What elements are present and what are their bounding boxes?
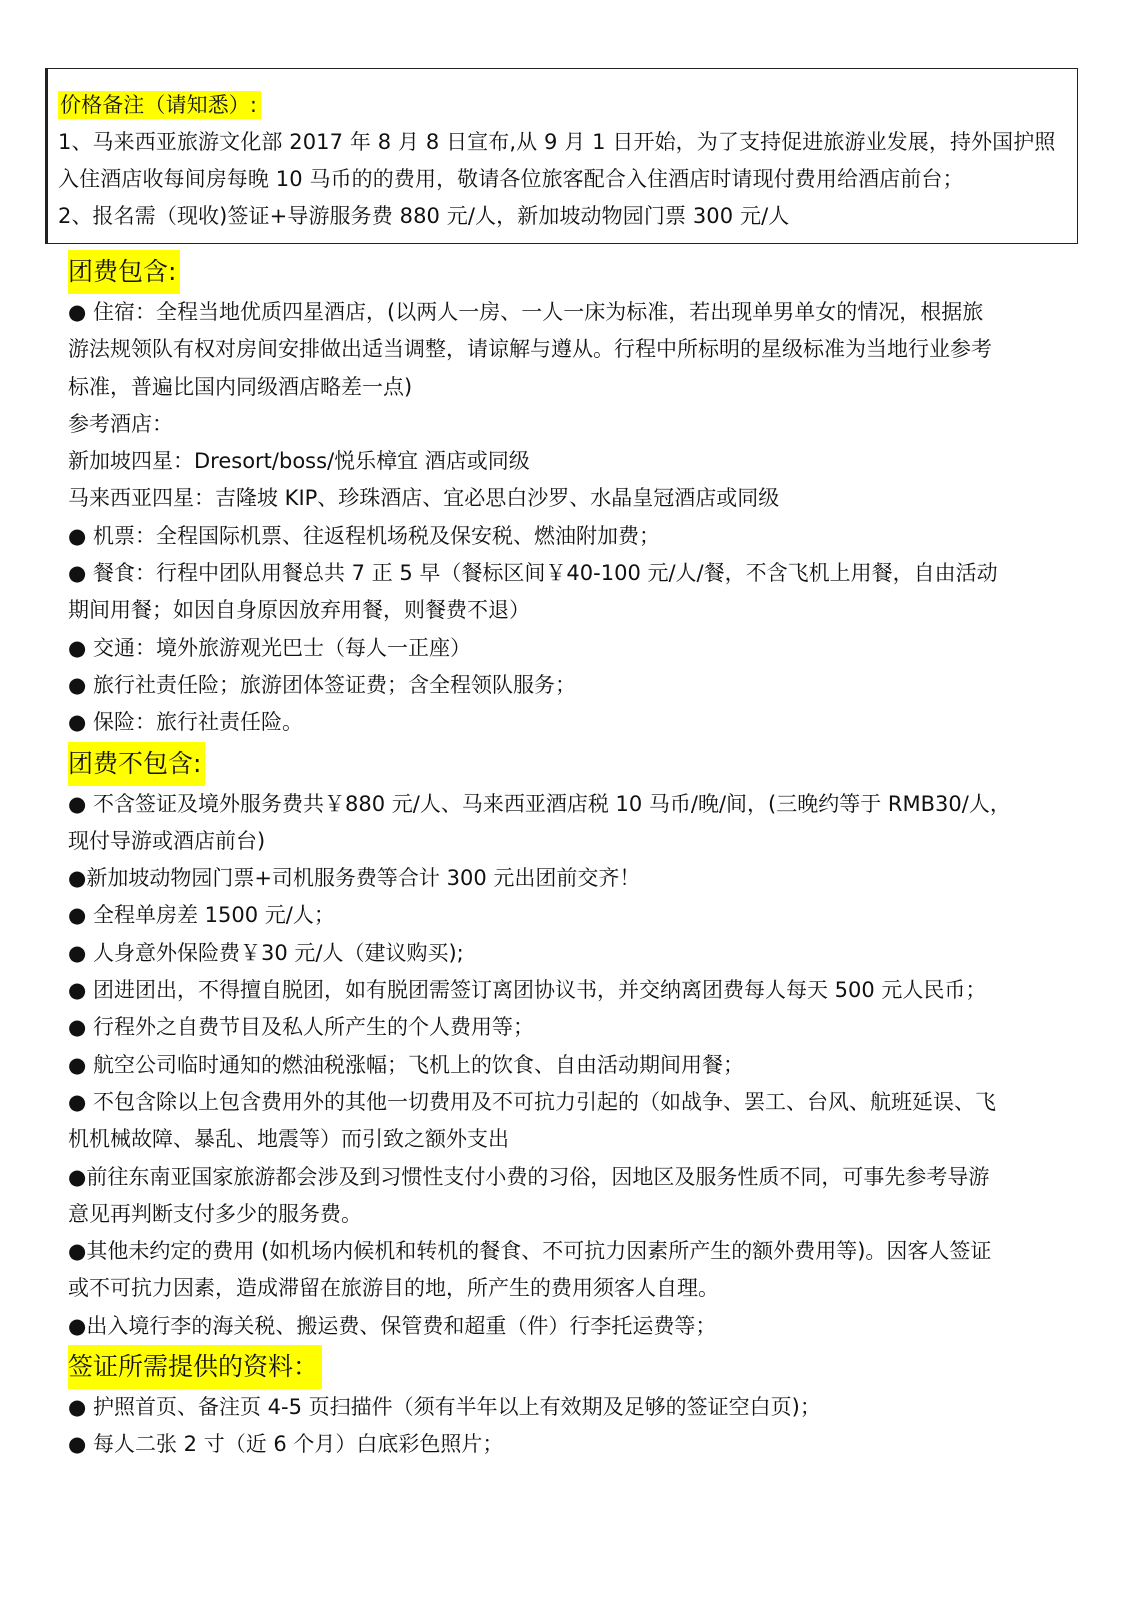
excluded-line: ●其他未约定的费用 (如机场内候机和转机的餐食、不可抗力因素所产生的额外费用等)。因客人签证 — [68, 1239, 992, 1264]
visa-section-title: 签证所需提供的资料： — [68, 1345, 322, 1389]
visa-section-header — [68, 1345, 1068, 1389]
price-notice-box — [45, 68, 1078, 244]
included-line: 游法规领队有权对房间安排做出适当调整，请谅解与遵从。行程中所标明的星级标准为当地行业参考 — [68, 337, 992, 362]
included-line: 标准，普遍比国内同级酒店略差一点) — [68, 374, 413, 399]
included-section-body — [68, 294, 1068, 742]
excluded-line: 或不可抗力因素，造成滞留在旅游目的地，所产生的费用须客人自理。 — [68, 1276, 719, 1301]
included-line: 马来西亚四星：吉隆坡 KIP、珍珠酒店、宜必思白沙罗、水晶皇冠酒店或同级 — [68, 486, 780, 511]
included-line: ● 餐食：行程中团队用餐总共 7 正 5 早（餐标区间￥40-100 元/人/餐，不含飞机上用餐，自由活动 — [68, 561, 998, 586]
included-section-header — [68, 250, 1068, 294]
excluded-section-title: 团费不包含: — [68, 742, 205, 786]
document-content — [68, 250, 1068, 1464]
included-line: 期间用餐；如因自身原因放弃用餐，则餐费不退） — [68, 598, 530, 623]
excluded-section-header — [68, 742, 1068, 786]
included-line: ● 机票：全程国际机票、往返程机场税及保安税、燃油附加费； — [68, 523, 660, 548]
excluded-line: ●新加坡动物园门票+司机服务费等合计 300 元出团前交齐！ — [68, 866, 641, 891]
excluded-line: ● 航空公司临时通知的燃油税涨幅；飞机上的饮食、自由活动期间用餐； — [68, 1052, 744, 1077]
excluded-section-body — [68, 786, 1068, 1345]
included-line: ● 保险：旅行社责任险。 — [68, 710, 303, 735]
excluded-line: 机机械故障、暴乱、地震等）而引致之额外支出 — [68, 1127, 509, 1152]
included-line: 参考酒店： — [68, 411, 173, 436]
visa-section-body — [68, 1389, 1068, 1464]
included-line: ● 住宿：全程当地优质四星酒店，(以两人一房、一人一床为标准，若出现单男单女的情况，根据旅 — [68, 300, 984, 324]
visa-line: ● 护照首页、备注页 4-5 页扫描件（须有半年以上有效期及足够的签证空白页)； — [68, 1395, 821, 1420]
excluded-line: ● 团进团出，不得擅自脱团，如有脱团需签订离团协议书，并交纳离团费每人每天 500 元人民币； — [68, 978, 987, 1003]
included-line: ● 交通：境外旅游观光巴士（每人一正座） — [68, 635, 471, 660]
notice-line: 1、马来西亚旅游文化部 2017 年 8 月 8 日宣布,从 9 月 1 日开始，为了支持促进旅游业发展，持外国护照 — [58, 130, 1056, 154]
excluded-line: ●前往东南亚国家旅游都会涉及到习惯性支付小费的习俗，因地区及服务性质不同，可事先参考导游 — [68, 1164, 990, 1189]
excluded-line: ● 不含签证及境外服务费共￥880 元/人、马来西亚酒店税 10 马币/晚/间，(三晚约等于 RMB30/人， — [68, 791, 1011, 816]
excluded-line: ● 行程外之自费节目及私人所产生的个人费用等； — [68, 1015, 534, 1040]
excluded-line: ●出入境行李的海关税、搬运费、保管费和超重（件）行李托运费等； — [68, 1313, 717, 1338]
included-section-title: 团费包含: — [68, 250, 180, 294]
included-line: 新加坡四星：Dresort/boss/悦乐樟宜 酒店或同级 — [68, 449, 530, 474]
notice-line: 2、报名需（现收)签证+导游服务费 880 元/人，新加坡动物园门票 300 元/人 — [58, 204, 790, 228]
notice-title: 价格备注（请知悉）: — [58, 91, 261, 119]
notice-title-row — [58, 87, 1067, 124]
excluded-line: 意见再判断支付多少的服务费。 — [68, 1201, 362, 1226]
notice-line: 入住酒店收每间房每晚 10 马币的的费用，敬请各位旅客配合入住酒店时请现付费用给酒店前台； — [58, 167, 964, 191]
excluded-line: ● 人身意外保险费￥30 元/人（建议购买); — [68, 940, 464, 965]
excluded-line: ● 不包含除以上包含费用外的其他一切费用及不可抗力引起的（如战争、罢工、台风、航班延误、飞 — [68, 1089, 996, 1114]
included-line: ● 旅行社责任险；旅游团体签证费；含全程领队服务； — [68, 672, 576, 697]
visa-line: ● 每人二张 2 寸（近 6 个月）白底彩色照片； — [68, 1432, 504, 1457]
excluded-line: ● 全程单房差 1500 元/人； — [68, 903, 335, 928]
excluded-line: 现付导游或酒店前台) — [68, 828, 266, 853]
